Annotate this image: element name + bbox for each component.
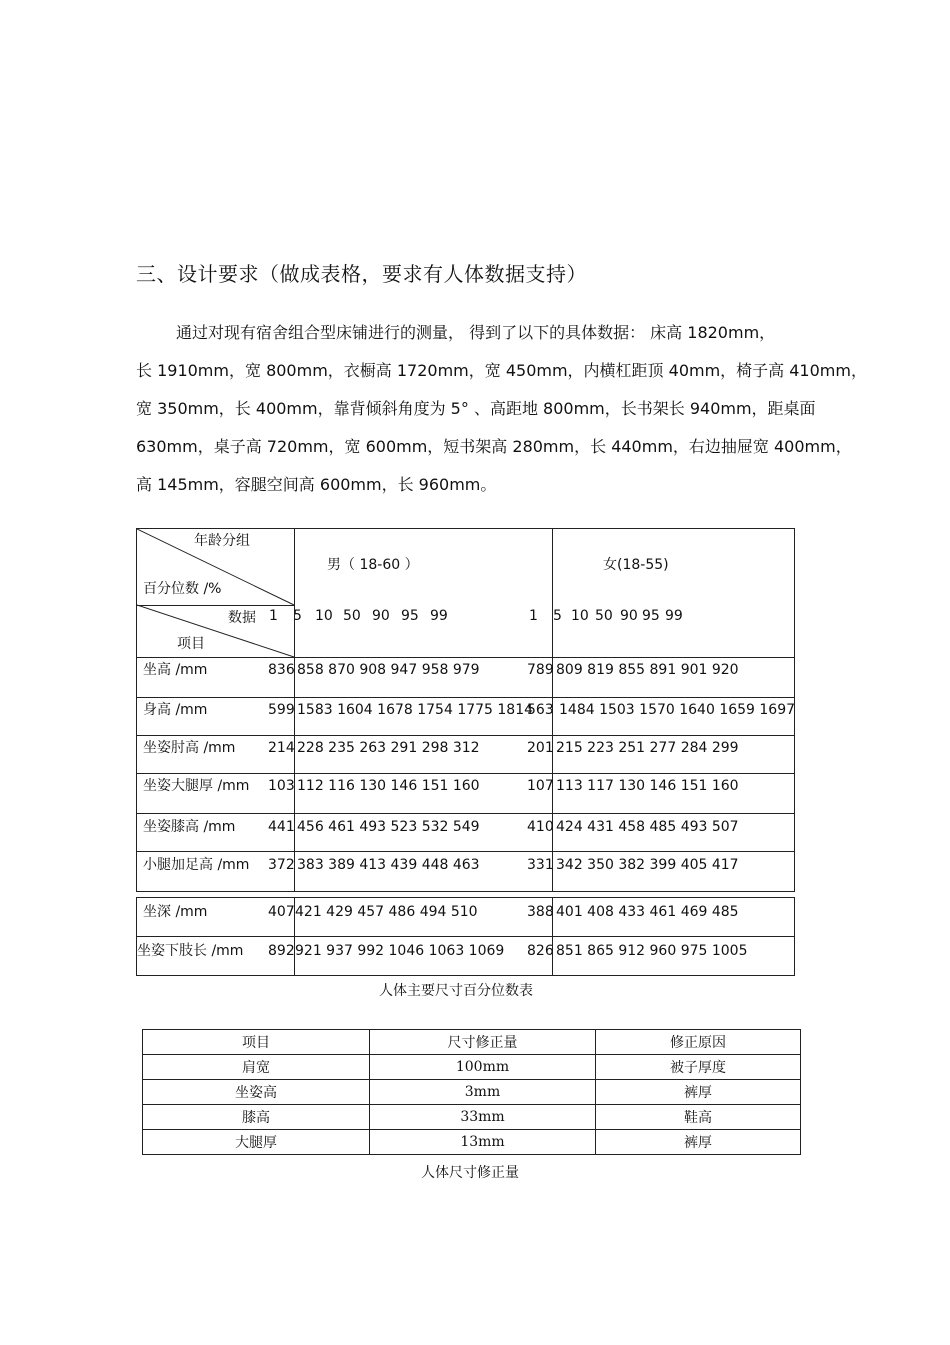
row-item-label: 坐高 /mm (143, 662, 208, 678)
male-values: 421 429 457 486 494 510 (295, 904, 478, 920)
row-item-label: 身高 /mm (143, 702, 208, 718)
percentile-header: 90 (372, 608, 390, 624)
table1-caption: 人体主要尺寸百分位数表 (379, 983, 533, 999)
table-row (143, 1055, 801, 1080)
row-divider (137, 813, 794, 814)
male-values: 228 235 263 291 298 312 (297, 740, 480, 756)
table-cell: 膝高 (143, 1105, 370, 1130)
percentile-header: 95 (401, 608, 419, 624)
paragraph-line: 宽 350mm，长 400mm，靠背倾斜角度为 5° 、高距地 800mm，长书架长 940mm，距桌面 (136, 399, 816, 418)
table-cell: 鞋高 (596, 1105, 801, 1130)
male-values: 456 461 493 523 532 549 (297, 819, 480, 835)
table-cell: 肩宽 (143, 1055, 370, 1080)
percentile-label: 百分位数 /% (143, 581, 222, 597)
male-values: 112 116 130 146 151 160 (297, 778, 480, 794)
row-item-label: 小腿加足高 /mm (143, 857, 250, 873)
column-header: 尺寸修正量 (370, 1030, 596, 1055)
column-header: 项目 (143, 1030, 370, 1055)
measurement-paragraph (136, 320, 867, 510)
male-values: 1583 1604 1678 1754 1775 1814 (297, 702, 534, 718)
female-p1-value: 789 (527, 662, 554, 678)
percentile-table-continued (136, 897, 795, 976)
female-values: 215 223 251 277 284 299 (556, 740, 739, 756)
percentile-header: 50 (595, 608, 613, 624)
percentile-header: 1 (269, 608, 278, 624)
row-item-label: 坐姿膝高 /mm (143, 819, 236, 835)
table-header-row (143, 1030, 801, 1055)
percentile-table (136, 528, 795, 892)
male-values: 383 389 413 439 448 463 (297, 857, 480, 873)
table-row (143, 1080, 801, 1105)
table-cell: 裤厚 (596, 1080, 801, 1105)
column-header: 修正原因 (596, 1030, 801, 1055)
female-group-header: 女(18-55) (603, 557, 669, 573)
female-p1-value: 388 (527, 904, 554, 920)
female-p1-value: 826 (527, 943, 554, 959)
table-cell: 被子厚度 (596, 1055, 801, 1080)
percentile-header: 10 (571, 608, 589, 624)
percentile-header: 5 (293, 608, 302, 624)
row-divider (137, 851, 794, 852)
age-group-label: 年龄分组 (194, 533, 250, 549)
item-label: 项目 (177, 636, 205, 652)
paragraph-line: 630mm，桌子高 720mm，宽 600mm，短书架高 280mm，长 440mm，右边抽屉宽 400mm， (136, 437, 852, 456)
section-heading: 三、设计要求（做成表格，要求有人体数据支持） (136, 262, 587, 286)
percentile-header: 95 (642, 608, 660, 624)
female-values: 1484 1503 1570 1640 1659 1697 (559, 702, 796, 718)
row-item-label: 坐深 /mm (143, 904, 208, 920)
paragraph-line: 通过对现有宿舍组合型床铺进行的测量， 得到了以下的具体数据： 床高 1820mm， (176, 323, 776, 342)
table-cell: 大腿厚 (143, 1130, 370, 1155)
row-divider (137, 936, 794, 937)
table-row (143, 1105, 801, 1130)
percentile-header: 10 (315, 608, 333, 624)
female-values: 851 865 912 960 975 1005 (556, 943, 748, 959)
table-cell: 13mm (370, 1130, 596, 1155)
male-p1-value: 892 (268, 943, 295, 959)
male-group-header: 男（ 18-60 ） (327, 557, 419, 573)
female-p1-value: 331 (527, 857, 554, 873)
male-values: 921 937 992 1046 1063 1069 (295, 943, 505, 959)
data-label: 数据 (228, 610, 256, 626)
male-p1-value: 441 (268, 819, 295, 835)
male-p1-value: 836 (268, 662, 295, 678)
row-divider (137, 735, 794, 736)
table-cell: 33mm (370, 1105, 596, 1130)
paragraph-line: 长 1910mm，宽 800mm，衣橱高 1720mm，宽 450mm，内横杠距顶 40mm，椅子高 410mm， (136, 361, 867, 380)
percentile-header: 90 (620, 608, 638, 624)
percentile-header: 99 (430, 608, 448, 624)
table-cell: 裤厚 (596, 1130, 801, 1155)
female-values: 424 431 458 485 493 507 (556, 819, 739, 835)
female-values: 113 117 130 146 151 160 (556, 778, 739, 794)
correction-table (142, 1029, 801, 1155)
male-p1-value: 599 (268, 702, 295, 718)
row-divider (137, 657, 794, 658)
table-cell: 3mm (370, 1080, 596, 1105)
table-cell: 坐姿高 (143, 1080, 370, 1105)
percentile-header: 50 (343, 608, 361, 624)
row-item-label: 坐姿下肢长 /mm (137, 943, 244, 959)
female-values: 401 408 433 461 469 485 (556, 904, 739, 920)
female-p1-value: 563 (527, 702, 554, 718)
female-p1-value: 107 (527, 778, 554, 794)
female-p1-value: 201 (527, 740, 554, 756)
male-p1-value: 214 (268, 740, 295, 756)
female-p1-value: 410 (527, 819, 554, 835)
percentile-header: 99 (665, 608, 683, 624)
table2-caption: 人体尺寸修正量 (421, 1165, 519, 1181)
row-item-label: 坐姿肘高 /mm (143, 740, 236, 756)
row-divider (137, 773, 794, 774)
row-item-label: 坐姿大腿厚 /mm (143, 778, 250, 794)
percentile-header: 1 (529, 608, 538, 624)
table-cell: 100mm (370, 1055, 596, 1080)
row-divider (137, 697, 794, 698)
percentile-header: 5 (553, 608, 562, 624)
male-p1-value: 372 (268, 857, 295, 873)
male-values: 858 870 908 947 958 979 (297, 662, 480, 678)
female-values: 809 819 855 891 901 920 (556, 662, 739, 678)
male-p1-value: 103 (268, 778, 295, 794)
table-row (143, 1130, 801, 1155)
header-divider (137, 605, 295, 606)
female-values: 342 350 382 399 405 417 (556, 857, 739, 873)
paragraph-line: 高 145mm，容腿空间高 600mm，长 960mm。 (136, 475, 497, 494)
male-p1-value: 407 (268, 904, 295, 920)
